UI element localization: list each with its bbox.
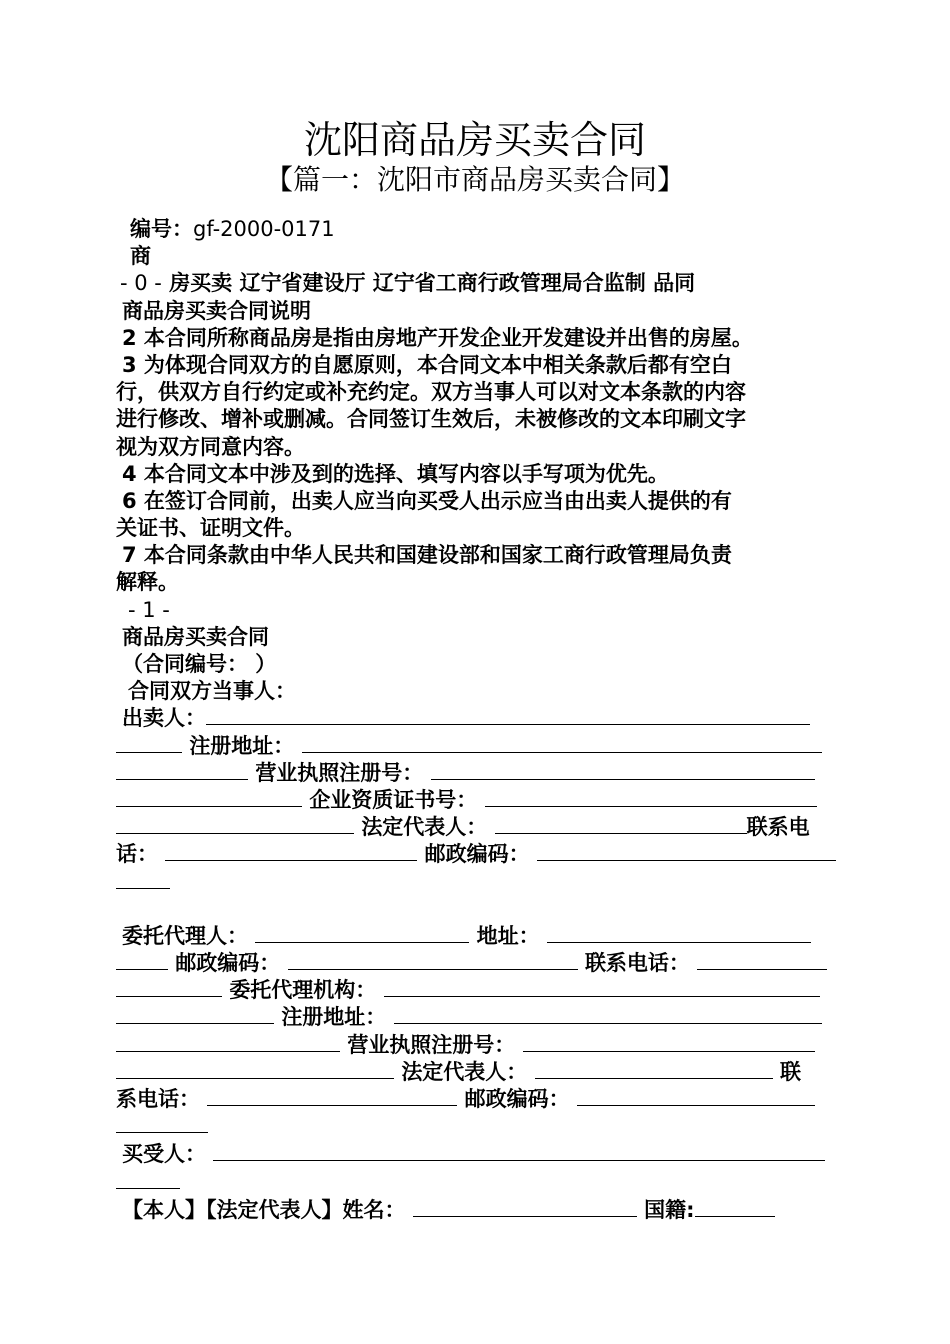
reg-address-line [116, 733, 836, 760]
agent-contact-line [116, 950, 836, 977]
legal-rep-label: 法定代表人： [401, 1059, 528, 1084]
agency-line [116, 977, 836, 1004]
notes-heading: 商品房买卖合同说明 [122, 298, 311, 323]
contact-phone-label: 联系电话： [584, 951, 690, 976]
spacer [116, 896, 836, 923]
postcode-blank[interactable] [288, 950, 578, 970]
note-line: 进行修改、增补或删减。合同签订生效后，未被修改的文本印刷文字 [116, 407, 746, 432]
reg-address-blank[interactable] [394, 1004, 822, 1024]
phone-blank[interactable] [165, 841, 417, 861]
contact-phone-label: 联系电 [746, 815, 810, 840]
blank-line [116, 1113, 836, 1140]
document-title: 沈阳商品房买卖合同 [303, 118, 646, 162]
legal-rep-line [116, 814, 836, 841]
text-fragment: 房买卖 辽宁省建设厅 辽宁省工商行政管理局合监制 品同 [169, 271, 696, 296]
license-blank[interactable] [431, 760, 815, 780]
blank-field[interactable] [116, 787, 302, 807]
legal-rep-blank[interactable] [535, 1059, 773, 1079]
seller-blank[interactable] [206, 705, 810, 725]
blank-field[interactable] [116, 950, 168, 970]
blank-field[interactable] [116, 733, 182, 753]
license-blank[interactable] [523, 1032, 815, 1052]
qualification-line [116, 787, 836, 814]
page-number: - 0 - [120, 271, 162, 296]
contact-phone-label: 联 [779, 1059, 801, 1084]
person-line [116, 1197, 836, 1224]
postcode-label: 邮政编码： [464, 1087, 570, 1111]
reg-address-blank[interactable] [302, 733, 822, 753]
blank-field[interactable] [116, 1059, 394, 1079]
agent-label: 委托代理人： [122, 923, 248, 948]
address-blank[interactable] [547, 923, 811, 943]
phone-postcode-line [116, 1086, 836, 1113]
note-line: 行，供双方自行约定或补充约定。双方当事人可以对文本条款的内容 [116, 380, 746, 405]
license-label: 营业执照注册号： [255, 760, 424, 785]
blank-line [116, 1169, 836, 1196]
postcode-blank[interactable] [577, 1086, 815, 1106]
document-subtitle: 【篇一：沈阳市商品房买卖合同】 [264, 163, 685, 196]
doc-number-value: gf-2000-0171 [193, 217, 335, 241]
phone-blank[interactable] [697, 950, 827, 970]
legal-rep-label: 法定代表人： [361, 815, 488, 840]
reg-address-label: 注册地址： [189, 733, 295, 758]
blank-field[interactable] [116, 977, 222, 997]
name-blank[interactable] [413, 1197, 637, 1217]
agent-blank[interactable] [255, 923, 469, 943]
postcode-label: 邮政编码： [175, 951, 281, 976]
blank-field[interactable] [116, 760, 248, 780]
note-line: 7 本合同条款由中华人民共和国建设部和国家工商行政管理局负责 [122, 543, 732, 568]
contact-phone-label: 话： [116, 842, 158, 867]
note-line: 4 本合同文本中涉及到的选择、填写内容以手写项为优先。 [122, 461, 669, 486]
blank-field[interactable] [116, 869, 170, 889]
blank-field[interactable] [116, 1032, 340, 1052]
postcode-label: 邮政编码： [424, 842, 530, 867]
document-body [116, 216, 836, 1224]
parties-heading: 合同双方当事人： [128, 679, 296, 704]
seller-line [116, 705, 836, 732]
text-line [116, 270, 836, 297]
legal-rep-line [116, 1059, 836, 1086]
buyer-blank[interactable] [213, 1141, 825, 1161]
reg-address-line [116, 1004, 836, 1031]
note-line: 关证书、证明文件。 [116, 516, 305, 541]
license-label: 营业执照注册号： [347, 1032, 516, 1057]
phone-postcode-line [116, 841, 836, 868]
agent-line [116, 923, 836, 950]
note-line: 6 在签订合同前，出卖人应当向买受人出示应当由出卖人提供的有 [122, 488, 732, 513]
postcode-blank[interactable] [537, 841, 836, 861]
blank-field[interactable] [116, 1004, 274, 1024]
buyer-label: 买受人： [122, 1142, 206, 1167]
doc-number-label: 编号： [130, 217, 193, 241]
nationality-label: 国籍: [644, 1197, 695, 1222]
phone-blank[interactable] [207, 1086, 457, 1106]
agency-label: 委托代理机构： [229, 978, 377, 1003]
nationality-blank[interactable] [695, 1197, 775, 1217]
blank-field[interactable] [116, 814, 354, 834]
page-number: - 1 - [128, 597, 170, 622]
legal-rep-blank[interactable] [495, 814, 747, 834]
blank-line [116, 869, 836, 896]
text-line: 商 [130, 244, 151, 269]
contract-number: （合同编号： ） [122, 652, 277, 676]
address-label: 地址： [476, 923, 540, 948]
note-line: 2 本合同所称商品房是指由房地产开发企业开发建设并出售的房屋。 [122, 325, 753, 350]
note-line: 3 为体现合同双方的自愿原则，本合同文本中相关条款后都有空白 [122, 352, 732, 377]
qualification-label: 企业资质证书号： [309, 787, 478, 812]
blank-field[interactable] [116, 1113, 208, 1133]
note-line: 解释。 [116, 570, 179, 595]
license-line [116, 1032, 836, 1059]
buyer-line [116, 1141, 836, 1168]
blank-field[interactable] [116, 1169, 180, 1189]
reg-address-label: 注册地址： [281, 1005, 387, 1030]
license-line [116, 760, 836, 787]
qualification-blank[interactable] [485, 787, 817, 807]
doc-number-line [116, 216, 836, 243]
person-name-label: 【本人】【法定代表人】姓名： [122, 1197, 406, 1222]
note-line: 视为双方同意内容。 [116, 434, 305, 459]
contract-title: 商品房买卖合同 [122, 624, 269, 649]
agency-blank[interactable] [384, 977, 820, 997]
contact-phone-label: 系电话： [116, 1087, 200, 1111]
seller-label: 出卖人： [122, 706, 206, 731]
